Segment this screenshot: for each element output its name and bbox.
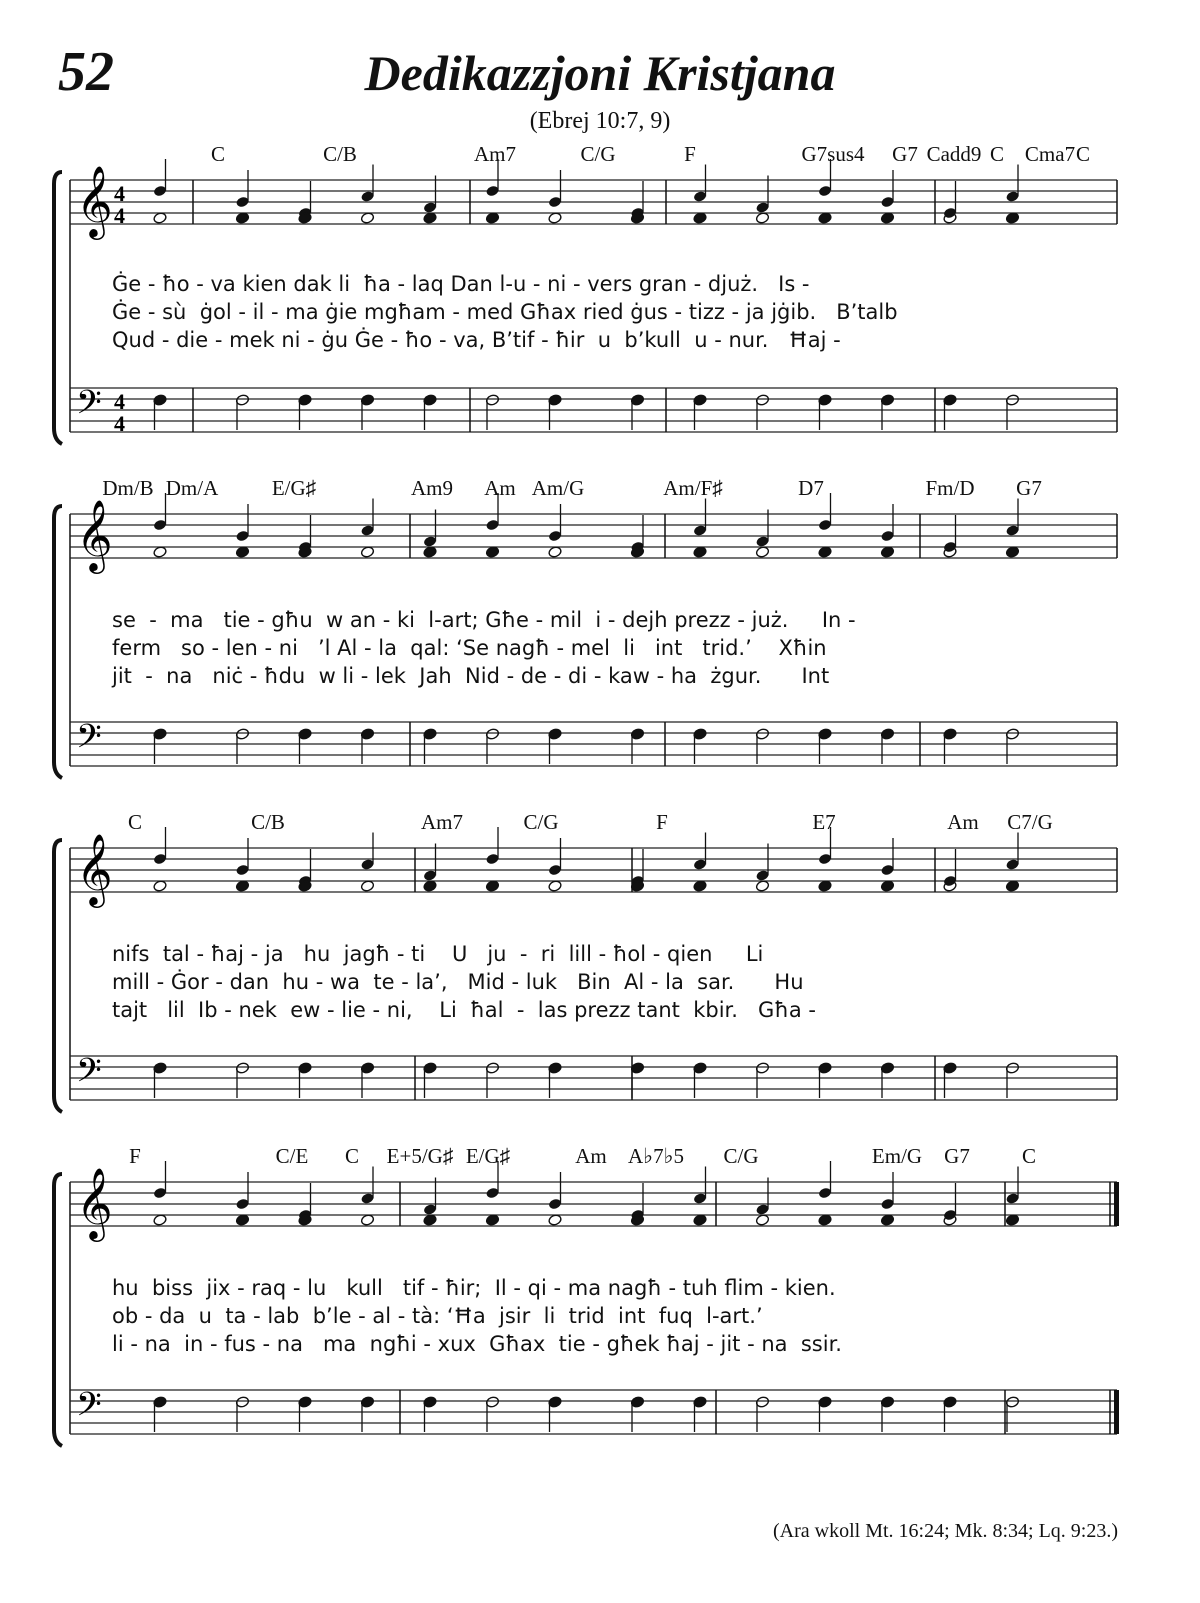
chord-symbol: C bbox=[989, 142, 1005, 166]
chord-symbol: Cadd9 bbox=[926, 142, 982, 166]
chord-symbol: E/G♯ bbox=[271, 476, 317, 500]
lyric-line-verse-1: hu biss jix - raq - lu kull tif - ħir; Il - qi - ma nagħ - tuh flim - kien. bbox=[112, 1276, 836, 1300]
final-bar-line bbox=[1114, 1390, 1119, 1434]
lyric-line-verse-1: se - ma tie - għu w an - ki l-art; Għe - mil i - dejh prezz - już. In - bbox=[112, 608, 856, 632]
chord-symbol: Dm/A bbox=[165, 476, 219, 500]
chord-symbol: C bbox=[127, 810, 143, 834]
chord-symbol: C/B bbox=[323, 142, 357, 166]
system-bracket bbox=[54, 506, 62, 778]
treble-clef-icon: 𝄞 bbox=[76, 498, 113, 571]
chord-symbol: Am bbox=[947, 810, 979, 834]
final-bar-line bbox=[1114, 1182, 1119, 1226]
lyric-line-verse-3: Qud - die - mek ni - ġu Ġe - ħo - va, B’tif - ħir u b’kull u - nur. Ħaj - bbox=[112, 328, 841, 352]
chord-symbol: Am7 bbox=[421, 810, 463, 834]
system-bracket bbox=[54, 840, 62, 1112]
time-signature-bottom: 4 bbox=[114, 203, 125, 228]
system-bracket bbox=[54, 1174, 62, 1446]
treble-clef-icon: 𝄞 bbox=[76, 1166, 113, 1239]
chord-symbol: Am bbox=[484, 476, 516, 500]
lyric-line-verse-2: ferm so - len - ni ’l Al - la qal: ‘Se nagħ - mel li int trid.’ Xħin bbox=[112, 636, 827, 660]
chord-symbol: C/G bbox=[723, 1144, 759, 1168]
lyric-line-verse-3: tajt lil Ib - nek ew - lie - ni, Li ħal - las prezz tant kbir. Għa - bbox=[112, 998, 816, 1022]
time-signature-top: 4 bbox=[114, 181, 125, 206]
chord-symbol: A♭7♭5 bbox=[628, 1144, 684, 1168]
treble-clef-icon: 𝄞 bbox=[76, 832, 113, 905]
chord-symbol: Am7 bbox=[474, 142, 516, 166]
chord-symbol: E7 bbox=[812, 810, 836, 834]
chord-symbol: C7/G bbox=[1007, 810, 1053, 834]
chord-symbol: F bbox=[656, 810, 668, 834]
footnote-references: (Ara wkoll Mt. 16:24; Mk. 8:34; Lq. 9:23.) bbox=[773, 1520, 1118, 1542]
chord-symbol: C bbox=[344, 1144, 360, 1168]
chord-symbol: C bbox=[210, 142, 226, 166]
chord-symbol: G7 bbox=[944, 1144, 970, 1168]
chord-symbol: Am9 bbox=[411, 476, 453, 500]
chord-symbol: C/B bbox=[251, 810, 285, 834]
lyric-line-verse-3: jit - na niċ - ħdu w li - lek Jah Nid - de - di - kaw - ha żgur. Int bbox=[112, 664, 830, 688]
scripture-reference: (Ebrej 10:7, 9) bbox=[529, 108, 671, 134]
chord-symbol: Em/G bbox=[871, 1144, 923, 1168]
chord-symbol: E+5/G♯ bbox=[386, 1144, 454, 1168]
time-signature-bottom: 4 bbox=[114, 411, 125, 436]
lyric-line-verse-1: nifs tal - ħaj - ja hu jagħ - ti U ju - ri lill - ħol - qien Li bbox=[112, 942, 764, 966]
chord-symbol: E/G♯ bbox=[465, 1144, 511, 1168]
chord-symbol: Cma7 bbox=[1024, 142, 1076, 166]
bass-clef-icon: 𝄢 bbox=[76, 1052, 102, 1098]
chord-symbol: Am/G bbox=[531, 476, 585, 500]
chord-symbol: G7 bbox=[1016, 476, 1042, 500]
lyric-line-verse-3: li - na in - fus - na ma ngħi - xux Għax tie - għek ħaj - jit - na ssir. bbox=[112, 1332, 842, 1356]
chord-symbol: F bbox=[129, 1144, 141, 1168]
chord-symbol: Dm/B bbox=[102, 476, 154, 500]
chord-symbol: C bbox=[1021, 1144, 1037, 1168]
lyric-line-verse-2: Ġe - sù ġol - il - ma ġie mgħam - med Għax ried ġus - tizz - ja jġib. B’talb bbox=[112, 300, 898, 324]
hymn-number: 52 bbox=[58, 41, 114, 103]
chord-symbol: C/E bbox=[275, 1144, 309, 1168]
treble-clef-icon: 𝄞 bbox=[76, 164, 113, 237]
system-bracket bbox=[54, 172, 62, 444]
chord-symbol: G7 bbox=[892, 142, 918, 166]
chord-symbol: G7sus4 bbox=[801, 142, 865, 166]
bass-clef-icon: 𝄢 bbox=[76, 384, 102, 430]
chord-symbol: F bbox=[684, 142, 696, 166]
chord-symbol: Am/F♯ bbox=[663, 476, 723, 500]
chord-symbol: C/G bbox=[523, 810, 559, 834]
chord-symbol: C/G bbox=[580, 142, 616, 166]
bass-clef-icon: 𝄢 bbox=[76, 1386, 102, 1432]
hymn-title: Dedikazzjoni Kristjana bbox=[364, 45, 836, 101]
chord-symbol: D7 bbox=[798, 476, 824, 500]
lyric-line-verse-1: Ġe - ħo - va kien dak li ħa - laq Dan l-u - ni - vers gran - djuż. Is - bbox=[112, 272, 810, 296]
lyric-line-verse-2: ob - da u ta - lab b’le - al - tà: ‘Ħa jsir li trid int fuq l-art.’ bbox=[112, 1304, 763, 1328]
chord-symbol: C bbox=[1075, 142, 1091, 166]
chord-symbol: Am bbox=[575, 1144, 607, 1168]
chord-symbol: Fm/D bbox=[925, 476, 975, 500]
lyric-line-verse-2: mill - Ġor - dan hu - wa te - la’, Mid - luk Bin Al - la sar. Hu bbox=[112, 970, 804, 994]
time-signature-top: 4 bbox=[114, 389, 125, 414]
bass-clef-icon: 𝄢 bbox=[76, 718, 102, 764]
